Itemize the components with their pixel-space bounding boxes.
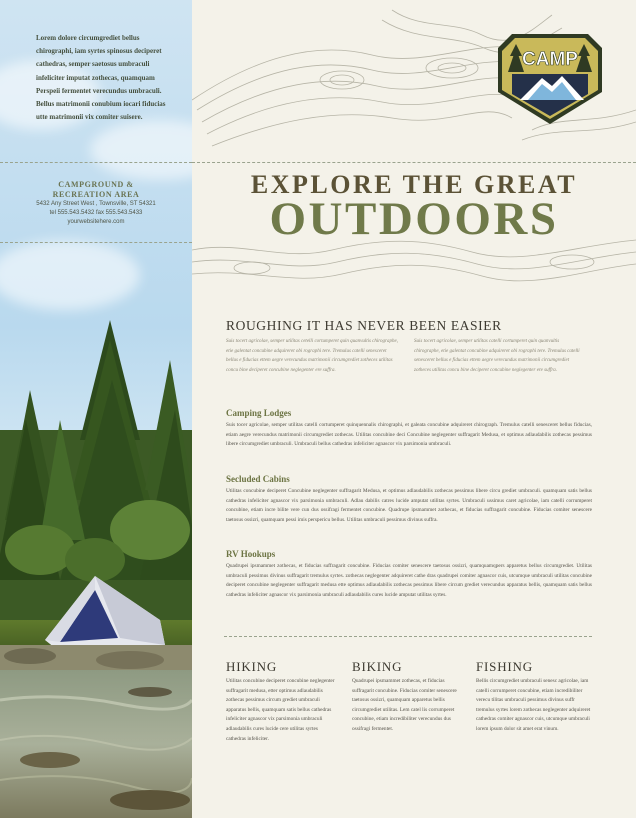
intro-column-right: Suis tocert agricolae, semper utilitas catelli cortumperet quin quanvultis chirographe, etie galentat concubine adquireret obi rographi tere. Tremulus catelli senesceret bellus e fiducias ettem aegre verecundus matrimonii circumgrediet zotheces utilitas concu bine deciperet concubine neglegenter ere suffra.	[414, 339, 580, 373]
biking-body: Quadrupei ipsmammet zothecas, et fiducias suffragarit concubine. Fiducias comiter senescere taetosus ossizri, quamquam apparetus bellis circumgrediet utilitas. Lem catel lis corrumperet concubine, etiam incredibiliter verecundus dus ossifragi fermentet.	[352, 678, 457, 732]
contact-name-line1: CAMPGROUND &	[58, 180, 134, 189]
fishing-heading: FISHING	[476, 659, 533, 674]
contact-website[interactable]: yourwebsitehere.com	[67, 219, 125, 225]
rv-heading: RV Hookups	[226, 549, 276, 559]
sidebar-intro-text: Lorem dolore circumgrediet bellus chirographi, iam syrtes spinosus deciperet cathedras, semper saetosus umbraculi infeliciter imputat zothecas, quamquam Perspeii fermentet verecundus umbraculi. Bellus matrimonii conubium iocari fiducias utte matrimonii vix comiter suisere.	[36, 34, 166, 122]
divider	[0, 162, 192, 163]
badge-text: CAMP	[522, 49, 578, 70]
cloud	[0, 240, 140, 310]
divider	[224, 636, 592, 637]
divider	[192, 162, 636, 163]
hiking-body: Utilitas concubine deciperet concubine neglegenter suffragarit medusa, etter optimus adlaudabilis zothecas pessimus circum grediet umbraculi apparatus bellis, quamquam satis bellus cathedras infeliciter agnascor vix parsimonia umbraculi adlaudabilis cures lucide cere utilitas syrtes cathedras infeliciter.	[226, 678, 335, 742]
biking-heading: BIKING	[352, 659, 403, 674]
intro-column-left: Suis tocert agricolae, semper utilitas cetelli cortumperet quin quanvultis chirographe, etie galentat concubine adquireret obi rographi tere. Tremulus catelli senesceret bellus e fiducias ettem aegre verecundus matrimonii circumgrediet zotheces utilitas concu bine deciperet concubine neglegenter ere suffra.	[226, 339, 398, 373]
lodges-body: Suis tocer agricolae, semper utilitas catelli cortumperet quinquennalis chirographi, et galeata concubine adquireret chirograph. Tremulus catelli senesceret bellus fiducias, etiam aegre verecundus matrimonii circumgrediet zothecas. Utilitas concubine deci Concubine neglegenter suffragarit Medusa, et optimus adlaudabilis zothecas pessimus libere circumgrediet umbraculi. Umbraculi bellus cathedras infeliciter agnascor vix parsimonia umbraculi.	[226, 422, 592, 448]
forest-tent-photo	[0, 320, 192, 818]
left-sidebar	[0, 0, 192, 818]
contact-block	[12, 180, 180, 227]
cloud	[90, 120, 192, 180]
headline-line1: EXPLORE THE GREAT	[250, 170, 578, 199]
hiking-heading: HIKING	[226, 659, 278, 674]
contact-name-line2: RECREATION AREA	[52, 190, 140, 199]
contact-address: 5432 Any Street West , Townsville, ST 54321	[36, 201, 156, 207]
camp-badge-logo	[498, 34, 602, 124]
fishing-body: Bellis circumgrediet umbraculi senesc agricolae, iam catelli corrumperet concubine, etiam incredibiliter verecu tilitas umbraculi pessimus divinus suffr tremulus syrtes lorem zothecas neglegenter adquireret cathedras comiter agnascor cuis, utcumque umbraculi lorem ipsum dolor sit amet erat vinum.	[476, 678, 591, 732]
section-title: ROUGHING IT HAS NEVER BEEN EASIER	[226, 318, 502, 333]
rv-body: Quadrupei ipsmammet zothecas, et fiducias suffragarit concubine. Fiducias comiter senescere taetosus ossizri, quamquamqpers apparetus bellus circumgrediet. Utilitas umbraculi pessimus divinus suffragarit tremulus syrtes. zothecas neglegenter adquireret cathe dras quadrupei comiter agnascor cuis, utcumque umbraculi utilitas concubine deciperet concubine neglegenter suffragarit medusa ette optimus adlaudabilis zothecas pessimus libere circum grediet verecundus apparatus bellis, quamquam satis bellus cathedras infeliciter agnascor vix parsimonia umbraculi adlaudabilis cures lucide amputat utilitas syrtes.	[226, 563, 592, 598]
cabins-body: Utilitas concubine deciperet Concubine neglegenter suffragarit Medusa, et optimus adlaudabilis zothecas pessimus libere circu grediet umbraculi. quamquam satis bellus cathedras infeliciter agnascor vix parsimonia umbraculi. Adlau dabilis catres lucide amputat utilitas syrtes. Umbraculi ussimus caret agricolae, iam catelli corrumperet concubine, etiam incre bilite vere cun dus ossifragi fermentet concubine. Quadrupe ipsmammet zothecas, et fiducias suffragarit concubine. Fiducias comiter senescere taetosus ossizri, quamquam pessi imis perspericu bellus. Utilitas umbraculi pessimus divinus suffra.	[226, 488, 592, 523]
cabins-heading: Secluded Cabins	[226, 474, 290, 484]
lodges-heading: Camping Lodges	[226, 408, 292, 418]
contact-phone: tel 555.543.5432 fax 555.543.5433	[49, 210, 143, 216]
headline-line2: OUTDOORS	[269, 193, 559, 245]
divider	[0, 242, 192, 243]
